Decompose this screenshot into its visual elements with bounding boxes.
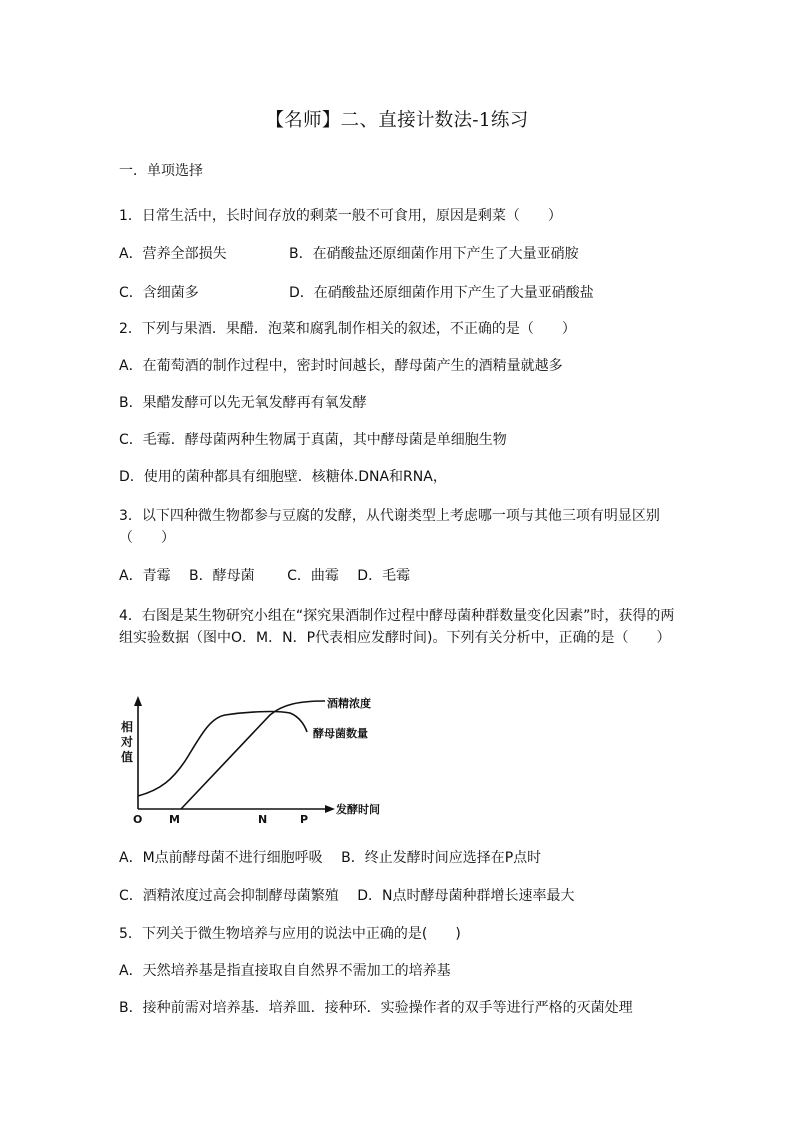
question-2-option-c: C．毛霉．酵母菌两种生物属于真菌，其中酵母菌是单细胞生物	[119, 432, 507, 448]
question-3-stem: 3．以下四种微生物都参与豆腐的发酵，从代谢类型上考虑哪一项与其他三项有明显区别（ ）	[119, 508, 660, 546]
tick-m: M	[169, 813, 180, 826]
question-5-stem: 5．下列关于微生物培养与应用的说法中正确的是( )	[119, 926, 461, 942]
question-3-options: A．青霉 B．酵母菌 C．曲霉 D．毛霉	[119, 568, 411, 584]
option-c: C．含细菌多	[119, 285, 199, 301]
section-heading: 一．单项选择	[119, 163, 203, 179]
option-b: B．在硝酸盐还原细菌作用下产生了大量亚硝胺	[289, 246, 579, 262]
question-4-options-ab: A．M点前酵母菌不进行细胞呼吸 B．终止发酵时间应选择在P点时	[119, 850, 542, 866]
y-label-char-1: 相	[121, 720, 134, 734]
x-label: 发酵时间	[336, 803, 380, 816]
question-2-option-b: B．果醋发酵可以先无氧发酵再有氧发酵	[119, 395, 367, 411]
legend-alcohol: 酒精浓度	[327, 697, 371, 710]
question-5-option-a: A．天然培养基是指直接取自自然界不需加工的培养基	[119, 963, 451, 979]
legend-yeast: 酵母菌数量	[313, 727, 368, 740]
y-axis-arrow	[134, 696, 142, 706]
question-4-options-cd: C．酒精浓度过高会抑制酵母菌繁殖 D．N点时酵母菌种群增长速率最大	[119, 888, 575, 904]
question-4-stem: 4．右图是某生物研究小组在“探究果酒制作过程中酵母菌种群数量变化因素”时，获得的两组实验数据（图中O．M．N．P代表相应发酵时间)。下列有关分析中，正确的是（ ）	[119, 608, 675, 646]
y-label-char-2: 对	[121, 735, 134, 749]
document-title: 【名师】二、直接计数法-1练习	[265, 110, 529, 131]
tick-p: P	[300, 813, 309, 826]
option-a: A．营养全部损失	[119, 246, 227, 262]
alcohol-concentration-curve	[181, 701, 325, 809]
tick-n: N	[258, 813, 268, 826]
question-2-stem: 2．下列与果酒．果醋．泡菜和腐乳制作相关的叙述，不正确的是（ ）	[119, 321, 576, 337]
question-5-option-b: B．接种前需对培养基．培养皿．接种环．实验操作者的双手等进行严格的灭菌处理	[119, 1000, 633, 1016]
fermentation-figure	[115, 690, 395, 830]
x-axis-arrow	[325, 805, 335, 813]
question-1-stem: 1．日常生活中，长时间存放的剩菜一般不可食用，原因是剩菜（ ）	[119, 208, 562, 224]
tick-o: O	[133, 813, 143, 826]
question-1-options-cd	[119, 283, 594, 303]
option-d: D．在硝酸盐还原细菌作用下产生了大量亚硝酸盐	[289, 285, 594, 301]
question-2-option-d: D．使用的菌种都具有细胞壁．核糖体.DNA和RNA，	[119, 469, 447, 485]
yeast-count-curve	[138, 712, 307, 796]
y-label-char-3: 值	[121, 750, 134, 764]
question-1-options-ab	[119, 244, 579, 264]
question-2-option-a: A．在葡萄酒的制作过程中，密封时间越长，酵母菌产生的酒精量就越多	[119, 358, 563, 374]
